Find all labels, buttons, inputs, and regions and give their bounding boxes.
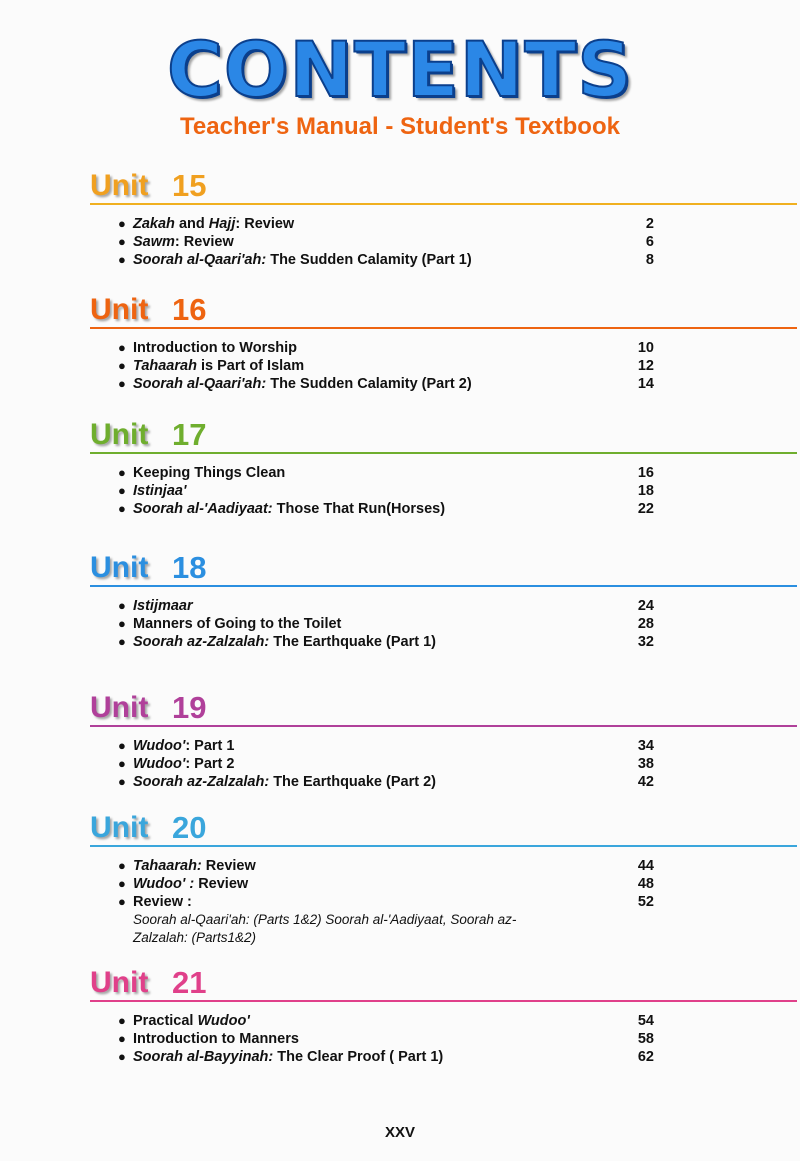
unit-label: Unit — [90, 293, 149, 326]
unit-label: Unit — [90, 811, 149, 844]
lesson-title-italic: Soorah al-Qaari'ah: — [133, 252, 267, 268]
lesson-title-text: The Sudden Calamity (Part 2) — [266, 376, 472, 392]
unit-heading — [90, 960, 800, 1000]
review-note: Soorah al-Qaari'ah: (Parts 1&2) Soorah al-'Aadiyaat, Soorah az-Zalzalah: (Parts1&2) — [133, 912, 517, 945]
lesson-page-number: 44 — [637, 858, 654, 874]
bullet-icon: ● — [118, 876, 126, 891]
unit-divider — [90, 327, 797, 329]
lesson-title — [133, 597, 193, 615]
lesson-list — [118, 857, 668, 947]
unit-heading — [90, 545, 800, 585]
bullet-icon: ● — [118, 358, 126, 373]
bullet-icon: ● — [118, 1049, 126, 1064]
lesson-title — [133, 482, 186, 500]
lesson-title — [133, 857, 256, 875]
lesson-title-text: Review : — [133, 894, 192, 910]
lesson-title — [133, 500, 445, 518]
unit-label: Unit — [90, 418, 149, 451]
lesson-page-number: 32 — [637, 634, 654, 650]
lesson-page-number: 18 — [637, 483, 654, 499]
lesson-page-number: 34 — [637, 738, 654, 754]
bullet-icon: ● — [118, 774, 126, 789]
lesson-title — [133, 773, 436, 791]
lesson-list — [118, 1012, 668, 1066]
lesson-list — [118, 339, 668, 393]
lesson-title — [133, 339, 297, 357]
unit-heading — [90, 685, 800, 725]
lesson-page-number: 62 — [637, 1049, 654, 1065]
lesson-item — [118, 251, 668, 269]
lesson-title-italic: Soorah al-Bayyinah: — [133, 1049, 274, 1065]
lesson-page-number: 2 — [645, 216, 654, 232]
lesson-title-italic: Zakah — [133, 216, 175, 232]
unit-divider — [90, 203, 797, 205]
lesson-item — [118, 633, 668, 651]
page-title: CONTENTS — [167, 25, 633, 114]
unit-number: 20 — [172, 810, 207, 845]
lesson-title-italic: Soorah al-'Aadiyaat: — [133, 501, 273, 517]
lesson-title-text: Practical — [133, 1013, 198, 1029]
bullet-icon: ● — [118, 234, 126, 249]
bullet-icon: ● — [118, 376, 126, 391]
unit-label: Unit — [90, 691, 149, 724]
lesson-page-number: 22 — [637, 501, 654, 517]
lesson-page-number: 48 — [637, 876, 654, 892]
lesson-title-text: The Clear Proof ( Part 1) — [273, 1049, 444, 1065]
unit-section — [90, 287, 800, 392]
unit-divider — [90, 1000, 797, 1002]
lesson-title-italic: Istijmaar — [133, 598, 193, 614]
lesson-title — [133, 615, 341, 633]
unit-label: Unit — [90, 551, 149, 584]
lesson-title-text: Review — [201, 858, 256, 874]
bullet-icon: ● — [118, 858, 126, 873]
lesson-item — [118, 375, 668, 393]
lesson-title-italic: Wudoo' — [197, 1013, 250, 1029]
unit-section — [90, 412, 800, 517]
lesson-title — [133, 251, 472, 269]
unit-heading — [90, 287, 800, 327]
lesson-list — [118, 215, 668, 269]
lesson-item — [118, 500, 668, 518]
unit-heading — [90, 412, 800, 452]
lesson-page-number: 8 — [645, 252, 654, 268]
lesson-title — [133, 215, 294, 233]
lesson-title-text: : Review — [235, 216, 295, 232]
lesson-title — [133, 737, 234, 755]
bullet-icon: ● — [118, 340, 126, 355]
lesson-title — [133, 464, 285, 482]
lesson-page-number: 16 — [637, 465, 654, 481]
lesson-title-text: Introduction to Manners — [133, 1031, 299, 1047]
unit-section — [90, 545, 800, 650]
lesson-list — [118, 597, 668, 651]
unit-number: 17 — [172, 417, 207, 452]
bullet-icon: ● — [118, 616, 126, 631]
bullet-icon: ● — [118, 1031, 126, 1046]
lesson-title-text: : Review — [174, 234, 234, 250]
lesson-page-number: 42 — [637, 774, 654, 790]
lesson-title-italic: Soorah az-Zalzalah: — [133, 634, 270, 650]
lesson-list — [118, 737, 668, 791]
lesson-item — [118, 893, 668, 911]
lesson-item — [118, 1030, 668, 1048]
unit-divider — [90, 585, 797, 587]
lesson-title — [133, 633, 436, 651]
unit-section — [90, 685, 800, 790]
lesson-page-number: 6 — [645, 234, 654, 250]
lesson-title-text: is Part of Islam — [196, 358, 305, 374]
lesson-title — [133, 1030, 299, 1048]
unit-section — [90, 960, 800, 1065]
bullet-icon: ● — [118, 483, 126, 498]
bullet-icon: ● — [118, 894, 126, 909]
lesson-page-number: 10 — [637, 340, 654, 356]
lesson-title — [133, 357, 304, 375]
lesson-item — [118, 215, 668, 233]
lesson-title-italic: Soorah az-Zalzalah: — [133, 774, 270, 790]
unit-divider — [90, 452, 797, 454]
lesson-title-italic: Hajj — [208, 216, 236, 232]
unit-divider — [90, 845, 797, 847]
lesson-item — [118, 737, 668, 755]
lesson-title — [133, 893, 192, 911]
lesson-item — [118, 233, 668, 251]
unit-number: 15 — [172, 168, 207, 203]
lesson-item — [118, 1012, 668, 1030]
lesson-item — [118, 597, 668, 615]
lesson-title-text: : Part 2 — [185, 756, 235, 772]
bullet-icon: ● — [118, 738, 126, 753]
lesson-title-italic: Istinjaa' — [133, 483, 187, 499]
unit-number: 21 — [172, 965, 207, 1000]
lesson-title — [133, 755, 234, 773]
lesson-title-text: Keeping Things Clean — [133, 465, 286, 481]
lesson-title-italic: Wudoo' — [133, 738, 186, 754]
lesson-item — [118, 357, 668, 375]
lesson-title-text: The Earthquake (Part 2) — [269, 774, 436, 790]
lesson-title-text: : Part 1 — [185, 738, 235, 754]
unit-divider — [90, 725, 797, 727]
unit-number: 18 — [172, 550, 207, 585]
unit-label: Unit — [90, 966, 149, 999]
unit-section — [90, 163, 800, 268]
lesson-title-text: The Earthquake (Part 1) — [269, 634, 436, 650]
lesson-title — [133, 233, 234, 251]
lesson-title-italic: Sawm — [133, 234, 175, 250]
lesson-title-italic: Wudoo' : — [133, 876, 195, 892]
lesson-title-text: Review — [194, 876, 249, 892]
unit-heading — [90, 163, 800, 203]
lesson-list — [118, 464, 668, 518]
bullet-icon: ● — [118, 216, 126, 231]
page-number: XXV — [384, 1124, 415, 1141]
bullet-icon: ● — [118, 252, 126, 267]
unit-number: 19 — [172, 690, 207, 725]
lesson-title — [133, 1012, 250, 1030]
bullet-icon: ● — [118, 634, 126, 649]
unit-label: Unit — [90, 169, 149, 202]
lesson-title-italic: Tahaarah — [133, 358, 197, 374]
lesson-page-number: 28 — [637, 616, 654, 632]
lesson-title-italic: Tahaarah: — [133, 858, 202, 874]
lesson-title-italic: Soorah al-Qaari'ah: — [133, 376, 267, 392]
unit-section — [90, 805, 800, 945]
lesson-title — [133, 1048, 443, 1066]
lesson-item — [118, 482, 668, 500]
lesson-title-text: Introduction to Worship — [133, 340, 298, 356]
lesson-page-number: 12 — [637, 358, 654, 374]
lesson-item — [118, 857, 668, 875]
lesson-title-text: Those That Run(Horses) — [272, 501, 446, 517]
lesson-item — [118, 875, 668, 893]
lesson-item — [118, 773, 668, 791]
lesson-page-number: 54 — [637, 1013, 654, 1029]
lesson-page-number: 14 — [637, 376, 654, 392]
lesson-item — [118, 1048, 668, 1066]
unit-number: 16 — [172, 292, 207, 327]
bullet-icon: ● — [118, 1013, 126, 1028]
lesson-item — [118, 339, 668, 357]
lesson-page-number: 24 — [637, 598, 654, 614]
bullet-icon: ● — [118, 465, 126, 480]
bullet-icon: ● — [118, 501, 126, 516]
lesson-page-number: 38 — [637, 756, 654, 772]
lesson-item — [118, 615, 668, 633]
unit-heading — [90, 805, 800, 845]
lesson-title-text: and — [174, 216, 209, 232]
lesson-page-number: 52 — [637, 894, 654, 910]
lesson-page-number: 58 — [637, 1031, 654, 1047]
lesson-title — [133, 875, 248, 893]
lesson-title — [133, 375, 472, 393]
bullet-icon: ● — [118, 598, 126, 613]
lesson-title-text: The Sudden Calamity (Part 1) — [266, 252, 472, 268]
bullet-icon: ● — [118, 756, 126, 771]
page-subtitle: Teacher's Manual - Student's Textbook — [180, 113, 620, 140]
lesson-title-text: Manners of Going to the Toilet — [133, 616, 342, 632]
lesson-item — [118, 464, 668, 482]
lesson-title-italic: Wudoo' — [133, 756, 186, 772]
lesson-item — [118, 755, 668, 773]
